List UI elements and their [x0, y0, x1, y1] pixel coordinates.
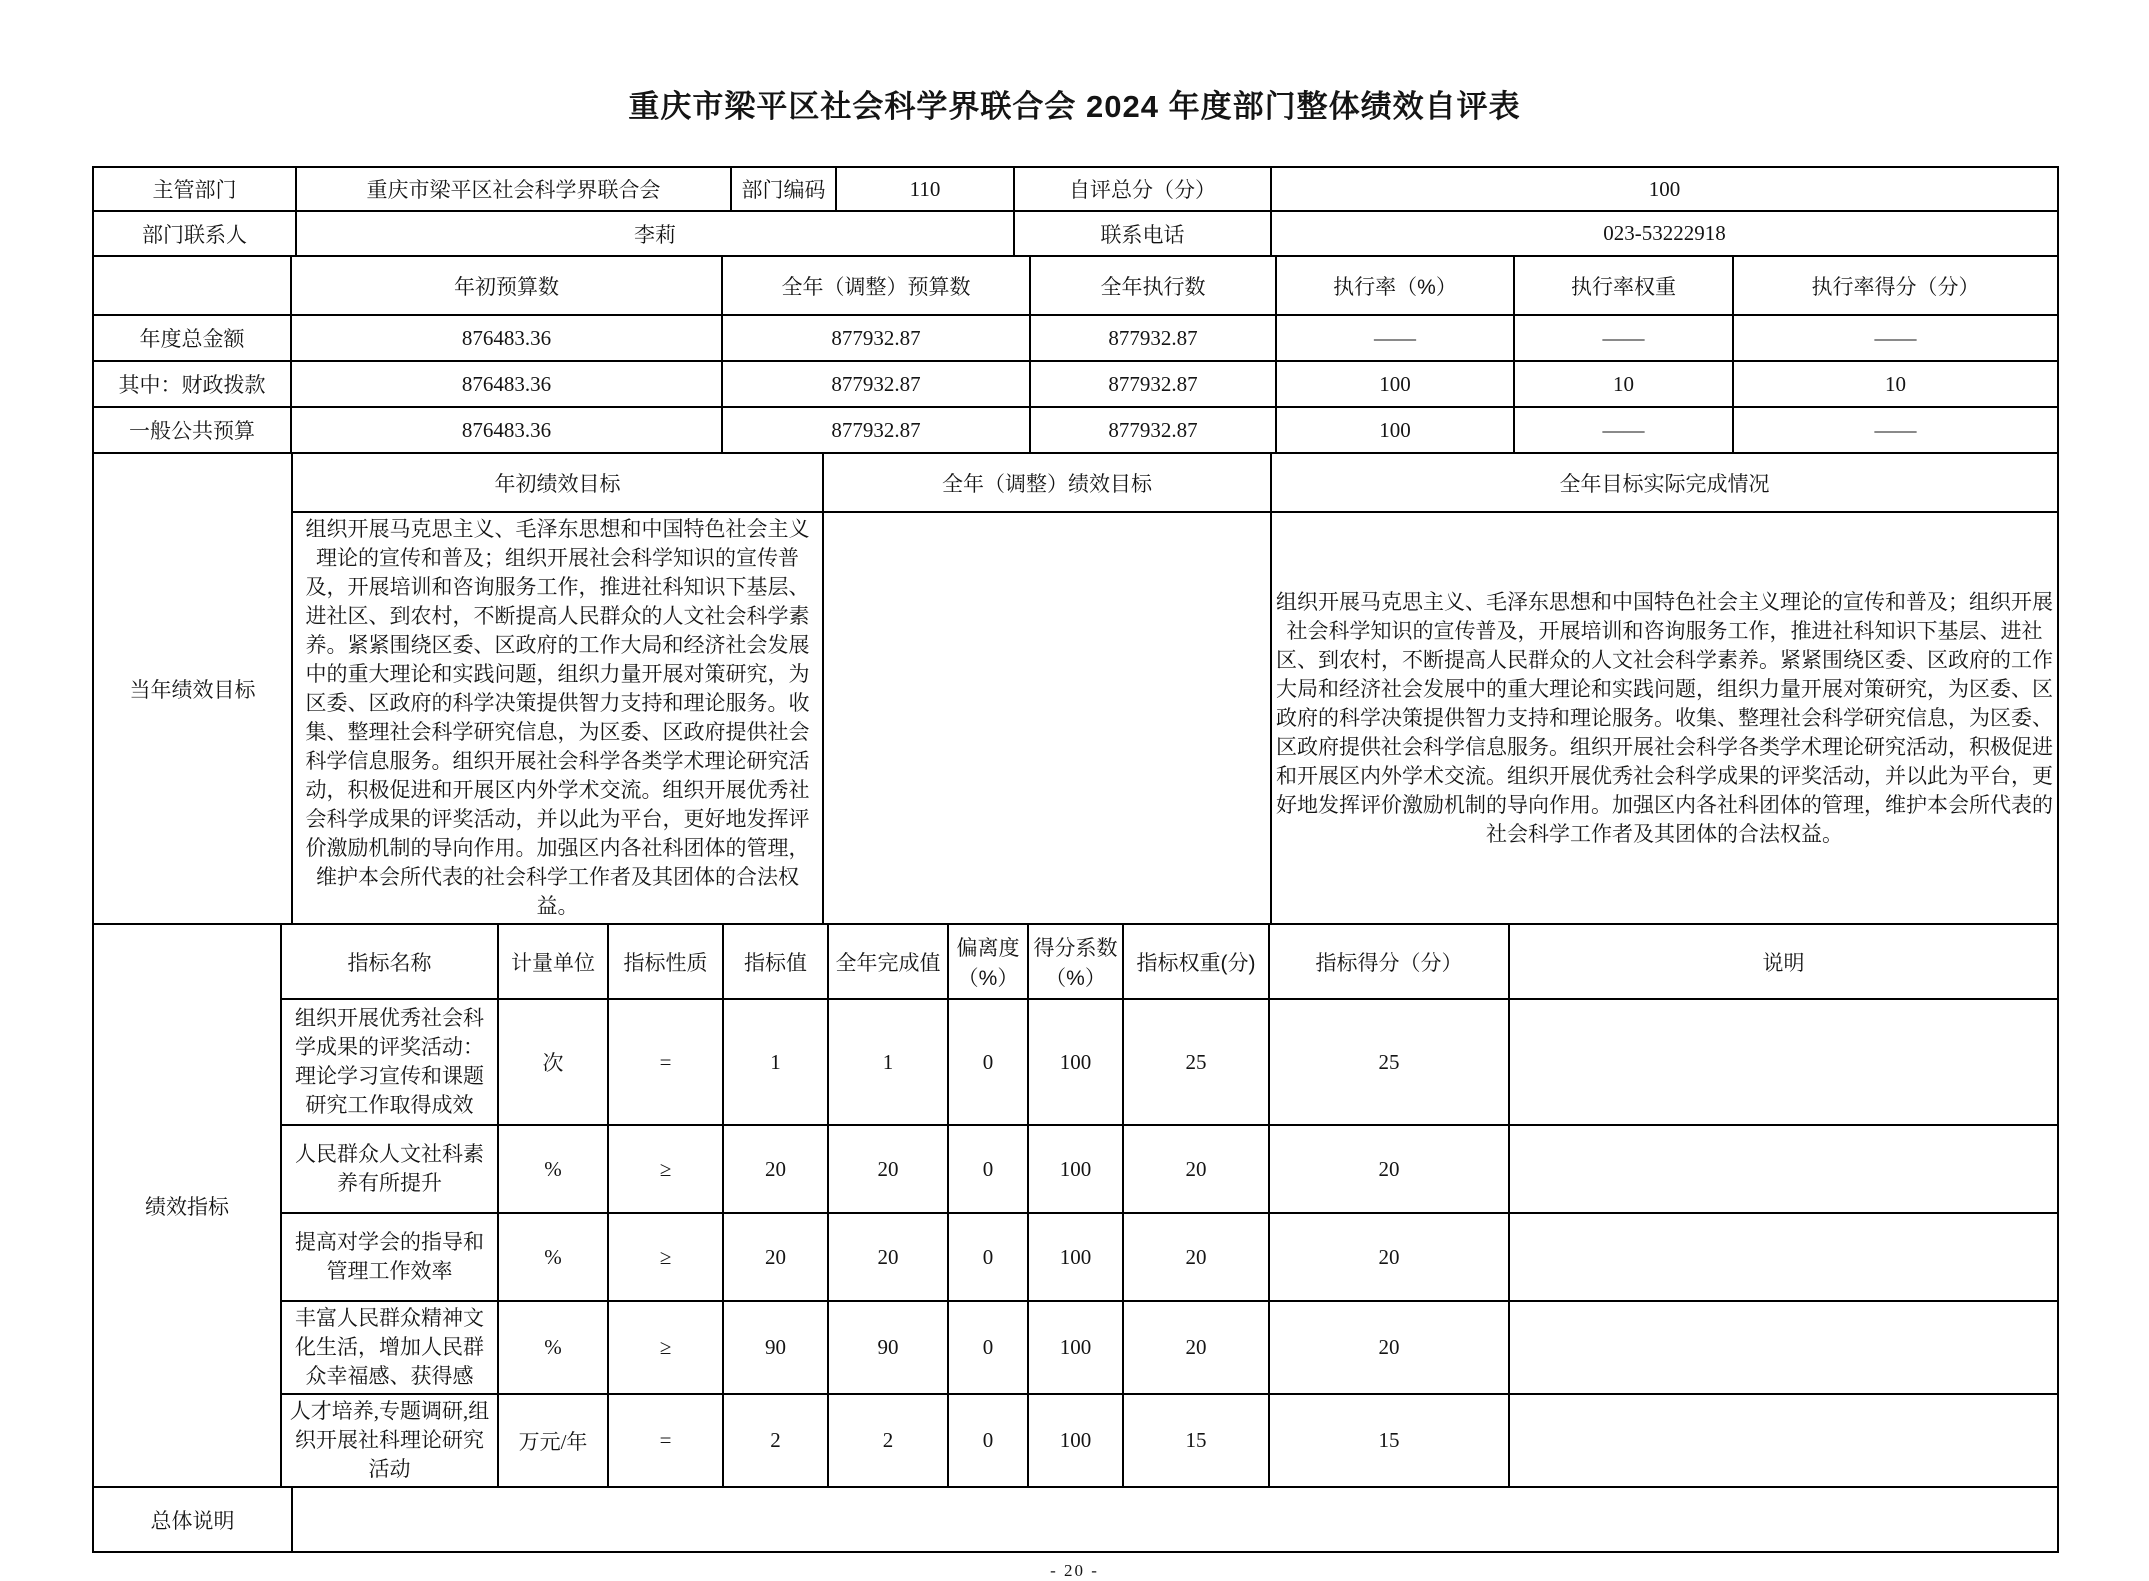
- indicator-name-cell: 人民群众人文社科素养有所提升: [281, 1125, 498, 1213]
- dept-code-value: 110: [836, 167, 1014, 211]
- indicator-coefficient-cell: 100: [1028, 999, 1123, 1125]
- contact-person-value: 李莉: [296, 212, 1014, 256]
- info-row-1: [92, 166, 2059, 212]
- page-number: - 20 -: [1050, 1561, 1099, 1580]
- page-title: 重庆市梁平区社会科学界联合会 2024 年度部门整体绩效自评表: [628, 89, 1521, 124]
- indicator-score-cell: 15: [1269, 1394, 1509, 1487]
- goals-adjusted-text: [823, 512, 1271, 924]
- budget-cell: ——: [1733, 407, 2058, 453]
- dept-code-label: 部门编码: [731, 167, 836, 211]
- budget-row-public: [93, 407, 2058, 453]
- budget-cell: 877932.87: [722, 407, 1030, 453]
- indicator-coefficient-cell: 100: [1028, 1213, 1123, 1301]
- indicator-coefficient-cell: 100: [1028, 1394, 1123, 1487]
- budget-cell: 100: [1276, 361, 1514, 407]
- indicator-row: [93, 1394, 2058, 1487]
- indicator-name-cell: 丰富人民群众精神文化生活，增加人民群众幸福感、获得感: [281, 1301, 498, 1394]
- indicator-row: [93, 1125, 2058, 1213]
- indicators-section: [92, 925, 2059, 1488]
- goals-section: [92, 454, 2059, 925]
- indicator-header-note: 说明: [1509, 925, 2058, 999]
- indicator-header-score: 指标得分（分）: [1269, 925, 1509, 999]
- indicator-note-cell: [1509, 999, 2058, 1125]
- summary-value: [292, 1488, 2058, 1552]
- indicator-unit-cell: 次: [498, 999, 608, 1125]
- indicator-header-actual: 全年完成值: [828, 925, 948, 999]
- indicator-unit-cell: %: [498, 1213, 608, 1301]
- budget-header-adjusted: 全年（调整）预算数: [722, 257, 1030, 315]
- indicator-note-cell: [1509, 1301, 2058, 1394]
- self-score-label: 自评总分（分）: [1014, 167, 1271, 211]
- indicator-score-cell: 25: [1269, 999, 1509, 1125]
- budget-row-total: [93, 315, 2058, 361]
- indicator-nature-cell: ≥: [608, 1213, 723, 1301]
- phone-label: 联系电话: [1014, 212, 1271, 256]
- budget-cell: ——: [1514, 407, 1733, 453]
- goals-initial-text: 组织开展马克思主义、毛泽东思想和中国特色社会主义理论的宣传和普及；组织开展社会科学知识的宣传普及，开展培训和咨询服务工作，推进社科知识下基层、进社区、到农村，不断提高人民群众的人文社会科学素养。紧紧围绕区委、区政府的工作大局和经济社会发展中的重大理论和实践问题，组织力量开展对策研究，为区委、区政府的科学决策提供智力支持和理论服务。收集、整理社会科学研究信息，为区委、区政府提供社会科学信息服务。组织开展社会科学各类学术理论研究活动，积极促进和开展区内外学术交流。组织开展优秀社会科学成果的评奖活动，并以此为平台，更好地发挥评价激励机制的导向作用。加强区内各社科团体的管理，维护本会所代表的社会科学工作者及其团体的合法权益。: [292, 512, 823, 924]
- indicator-unit-cell: %: [498, 1125, 608, 1213]
- summary-section: [92, 1488, 2059, 1553]
- indicator-note-cell: [1509, 1394, 2058, 1487]
- budget-cell: 877932.87: [722, 361, 1030, 407]
- indicator-deviation-cell: 0: [948, 1213, 1028, 1301]
- budget-cell: 877932.87: [722, 315, 1030, 361]
- budget-cell: 877932.87: [1030, 315, 1276, 361]
- budget-cell: 877932.87: [1030, 361, 1276, 407]
- indicator-name-cell: 人才培养,专题调研,组织开展社科理论研究活动: [281, 1394, 498, 1487]
- indicator-weight-cell: 20: [1123, 1213, 1269, 1301]
- budget-header-blank: [93, 257, 291, 315]
- budget-header-rate-score: 执行率得分（分）: [1733, 257, 2058, 315]
- indicator-nature-cell: ≥: [608, 1301, 723, 1394]
- indicator-score-cell: 20: [1269, 1213, 1509, 1301]
- goals-header-adjusted: 全年（调整）绩效目标: [823, 454, 1271, 512]
- goals-actual-text: 组织开展马克思主义、毛泽东思想和中国特色社会主义理论的宣传和普及；组织开展社会科学知识的宣传普及，开展培训和咨询服务工作，推进社科知识下基层、进社区、到农村，不断提高人民群众的人文社会科学素养。紧紧围绕区委、区政府的工作大局和经济社会发展中的重大理论和实践问题，组织力量开展对策研究，为区委、区政府的科学决策提供智力支持和理论服务。收集、整理社会科学研究信息，为区委、区政府提供社会科学信息服务。组织开展社会科学各类学术理论研究活动，积极促进和开展区内外学术交流。组织开展优秀社会科学成果的评奖活动，并以此为平台，更好地发挥评价激励机制的导向作用。加强区内各社科团体的管理，维护本会所代表的社会科学工作者及其团体的合法权益。: [1271, 512, 2058, 924]
- budget-header-rate: 执行率（%）: [1276, 257, 1514, 315]
- goals-header-actual: 全年目标实际完成情况: [1271, 454, 2058, 512]
- indicator-score-cell: 20: [1269, 1125, 1509, 1213]
- indicator-weight-cell: 25: [1123, 999, 1269, 1125]
- supervisor-dept-value: 重庆市梁平区社会科学界联合会: [296, 167, 731, 211]
- budget-cell: 876483.36: [291, 407, 722, 453]
- budget-row-label: 年度总金额: [93, 315, 291, 361]
- phone-value: 023-53222918: [1271, 212, 2058, 256]
- indicator-note-cell: [1509, 1125, 2058, 1213]
- indicator-header-deviation: 偏离度（%）: [948, 925, 1028, 999]
- goals-header-row: [93, 454, 2058, 512]
- indicator-deviation-cell: 0: [948, 1125, 1028, 1213]
- indicator-actual-cell: 20: [828, 1213, 948, 1301]
- indicator-row: [93, 999, 2058, 1125]
- summary-row: [93, 1488, 2058, 1552]
- indicators-section-label: 绩效指标: [93, 925, 281, 1487]
- budget-cell: ——: [1514, 315, 1733, 361]
- table-row: [93, 167, 2058, 211]
- indicator-weight-cell: 15: [1123, 1394, 1269, 1487]
- info-row-2: [92, 212, 2059, 257]
- indicator-coefficient-cell: 100: [1028, 1125, 1123, 1213]
- contact-person-label: 部门联系人: [93, 212, 296, 256]
- indicator-score-cell: 20: [1269, 1301, 1509, 1394]
- budget-header-executed: 全年执行数: [1030, 257, 1276, 315]
- indicator-coefficient-cell: 100: [1028, 1301, 1123, 1394]
- indicator-header-name: 指标名称: [281, 925, 498, 999]
- indicator-nature-cell: =: [608, 999, 723, 1125]
- budget-cell: 877932.87: [1030, 407, 1276, 453]
- indicator-weight-cell: 20: [1123, 1301, 1269, 1394]
- indicator-header-coefficient: 得分系数（%）: [1028, 925, 1123, 999]
- indicator-unit-cell: %: [498, 1301, 608, 1394]
- indicator-actual-cell: 2: [828, 1394, 948, 1487]
- goals-body-row: [93, 512, 2058, 924]
- indicator-deviation-cell: 0: [948, 999, 1028, 1125]
- indicator-header-unit: 计量单位: [498, 925, 608, 999]
- indicator-header-weight: 指标权重(分): [1123, 925, 1269, 999]
- indicator-target-cell: 1: [723, 999, 828, 1125]
- indicator-deviation-cell: 0: [948, 1301, 1028, 1394]
- budget-header-initial: 年初预算数: [291, 257, 722, 315]
- indicators-header-row: [93, 925, 2058, 999]
- indicator-actual-cell: 90: [828, 1301, 948, 1394]
- budget-cell: 10: [1733, 361, 2058, 407]
- self-evaluation-table: [92, 166, 2057, 1553]
- indicator-actual-cell: 20: [828, 1125, 948, 1213]
- indicator-actual-cell: 1: [828, 999, 948, 1125]
- indicator-target-cell: 20: [723, 1125, 828, 1213]
- indicator-note-cell: [1509, 1213, 2058, 1301]
- indicator-target-cell: 2: [723, 1394, 828, 1487]
- goals-section-label: 当年绩效目标: [93, 454, 292, 924]
- indicator-deviation-cell: 0: [948, 1394, 1028, 1487]
- indicator-header-target: 指标值: [723, 925, 828, 999]
- table-row: [93, 212, 2058, 256]
- indicator-target-cell: 90: [723, 1301, 828, 1394]
- budget-cell: 876483.36: [291, 315, 722, 361]
- indicator-row: [93, 1213, 2058, 1301]
- budget-cell: 876483.36: [291, 361, 722, 407]
- budget-header-row: [93, 257, 2058, 315]
- supervisor-dept-label: 主管部门: [93, 167, 296, 211]
- indicator-unit-cell: 万元/年: [498, 1394, 608, 1487]
- budget-cell: 100: [1276, 407, 1514, 453]
- summary-label: 总体说明: [93, 1488, 292, 1552]
- budget-cell: ——: [1733, 315, 2058, 361]
- budget-section: [92, 257, 2059, 454]
- budget-row-label: 一般公共预算: [93, 407, 291, 453]
- budget-cell: ——: [1276, 315, 1514, 361]
- budget-row-label: 其中：财政拨款: [93, 361, 291, 407]
- budget-header-rate-weight: 执行率权重: [1514, 257, 1733, 315]
- indicator-header-nature: 指标性质: [608, 925, 723, 999]
- indicator-weight-cell: 20: [1123, 1125, 1269, 1213]
- self-score-value: 100: [1271, 167, 2058, 211]
- indicator-name-cell: 组织开展优秀社会科学成果的评奖活动：理论学习宣传和课题研究工作取得成效: [281, 999, 498, 1125]
- indicator-row: [93, 1301, 2058, 1394]
- budget-cell: 10: [1514, 361, 1733, 407]
- indicator-name-cell: 提高对学会的指导和管理工作效率: [281, 1213, 498, 1301]
- budget-row-fiscal: [93, 361, 2058, 407]
- goals-header-initial: 年初绩效目标: [292, 454, 823, 512]
- indicator-nature-cell: ≥: [608, 1125, 723, 1213]
- indicator-nature-cell: =: [608, 1394, 723, 1487]
- indicator-target-cell: 20: [723, 1213, 828, 1301]
